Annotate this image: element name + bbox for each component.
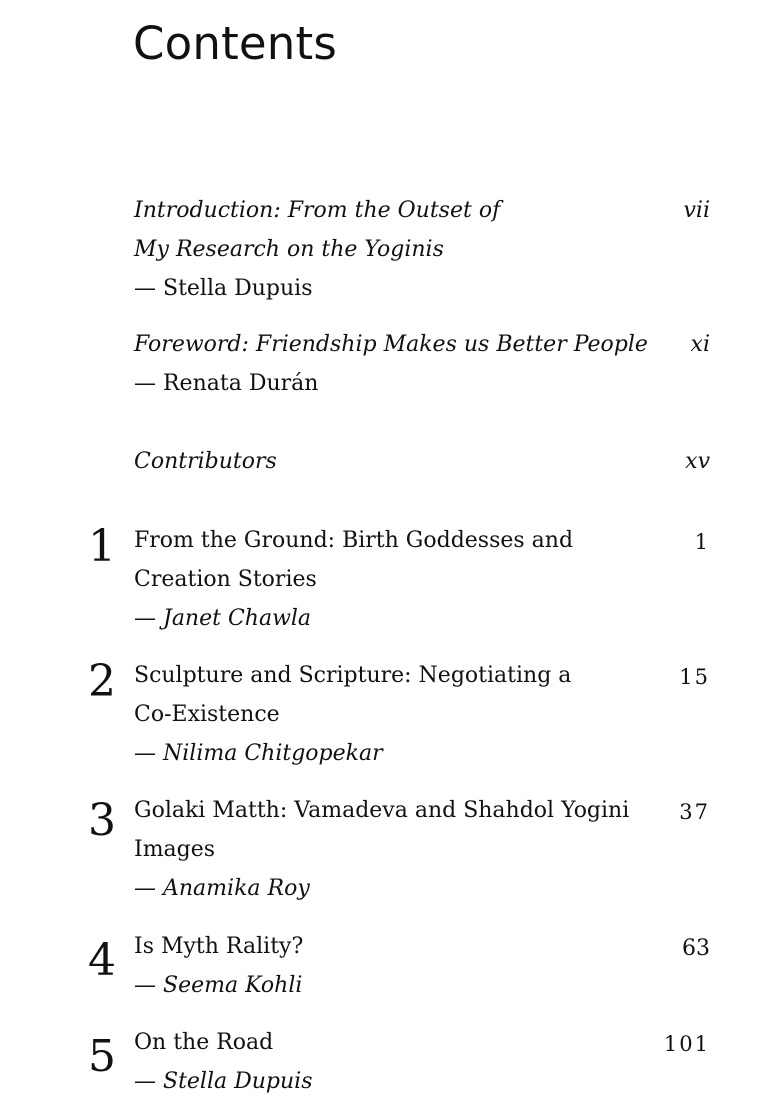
entry-author: — Stella Dupuis — [134, 276, 313, 301]
entry-title-line: Golaki Matth: Vamadeva and Shahdol Yogini — [134, 798, 630, 823]
entry-author: — Stella Dupuis — [134, 1069, 313, 1094]
chapter-number: 1 — [88, 521, 116, 572]
entry-author: — Seema Kohli — [134, 973, 303, 998]
entry-page-number: 1 — [694, 530, 710, 554]
entry-title-line: Creation Stories — [134, 567, 317, 592]
entry-page-number: 101 — [663, 1032, 710, 1056]
entry-title-line: On the Road — [134, 1030, 274, 1055]
chapter-number: 4 — [88, 935, 116, 986]
entry-author: — Janet Chawla — [134, 606, 312, 631]
entry-page-number: xv — [685, 449, 710, 474]
entry-title-line: Introduction: From the Outset of — [134, 198, 501, 223]
entry-title-line: Contributors — [134, 449, 277, 474]
entry-page-number: 15 — [679, 665, 710, 689]
entry-author: — Renata Durán — [134, 371, 319, 396]
entry-author: — Nilima Chitgopekar — [134, 741, 383, 766]
chapter-number: 2 — [88, 656, 116, 707]
entry-page-number: vii — [683, 198, 710, 223]
entry-title-line: Foreword: Friendship Makes us Better People — [134, 332, 648, 357]
chapter-number: 5 — [88, 1031, 116, 1082]
entry-title-line: From the Ground: Birth Goddesses and — [134, 528, 574, 553]
entry-page-number: 63 — [682, 936, 710, 961]
entry-title-line: Sculpture and Scripture: Negotiating a — [134, 663, 572, 688]
chapter-number: 3 — [88, 795, 116, 846]
entry-page-number: 37 — [679, 800, 710, 824]
entry-title-line: Co-Existence — [134, 702, 280, 727]
entry-author: — Anamika Roy — [134, 876, 310, 901]
entry-title-line: Images — [134, 837, 216, 862]
entry-title-line: Is Myth Rality? — [134, 934, 304, 959]
page-title: Contents — [133, 17, 338, 70]
entry-page-number: xi — [690, 332, 710, 357]
entry-title-line: My Research on the Yoginis — [134, 237, 444, 262]
